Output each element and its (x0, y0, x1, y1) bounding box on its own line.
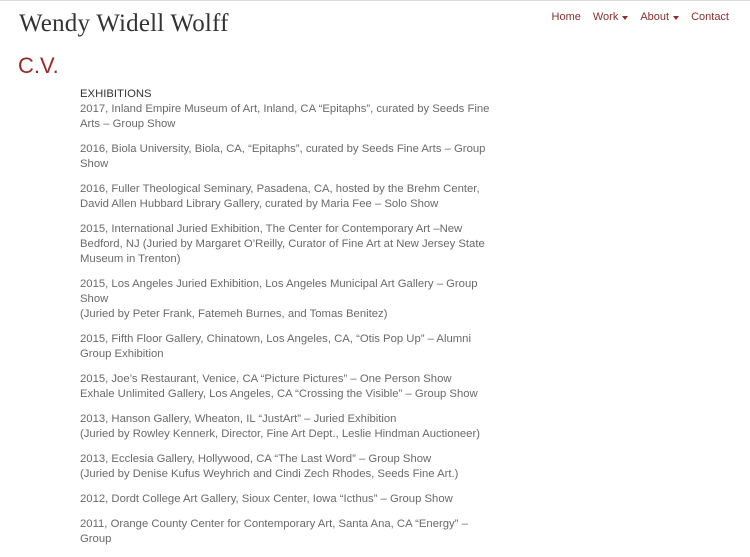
list-item (80, 222, 500, 267)
nav-home-label: Home (551, 11, 581, 23)
entry-line: David Allen Hubbard Library Gallery, curated by Maria Fee – Solo Show (80, 198, 439, 210)
entry-line: 2017, Inland Empire Museum of Art, Inland, CA “Epitaphs”, curated by Seeds Fine Arts – Group Show (80, 103, 490, 130)
entry-line: 2013, Ecclesia Gallery, Hollywood, CA “The Last Word” – Group Show (80, 453, 432, 465)
list-item (80, 452, 500, 482)
exhibition-list (80, 102, 500, 547)
list-item (80, 372, 500, 402)
entry-line: 2013, Hanson Gallery, Wheaton, IL “JustArt” – Juried Exhibition (80, 413, 397, 425)
entry-line: Exhale Unlimited Gallery, Los Angeles, CA “Crossing the Visible” – Group Show (80, 388, 478, 400)
nav-home[interactable] (546, 11, 587, 23)
page-title: C.V. (18, 53, 59, 78)
list-item (80, 277, 500, 322)
chevron-down-icon (622, 16, 628, 20)
list-item (80, 102, 500, 132)
entry-line: 2015, Fifth Floor Gallery, Chinatown, Los Angeles, CA, “Otis Pop Up” – Alumni Group Exhibition (80, 333, 471, 360)
nav-contact[interactable] (685, 11, 735, 23)
main-nav (546, 11, 735, 23)
nav-contact-label: Contact (691, 11, 729, 23)
list-item (80, 517, 500, 547)
nav-about-label: About (640, 11, 670, 23)
entry-line: 2015, International Juried Exhibition, The Center for Contemporary Art –New Bedford, NJ (Juried by Margaret O’Reilly, Curator of Fine Art at New Jersey State Museum in Trenton) (80, 223, 485, 265)
entry-line: 2016, Fuller Theological Seminary, Pasadena, CA, hosted by the Brehm Center, (80, 183, 480, 195)
nav-work-label: Work (592, 11, 619, 23)
entry-line: 2011, Orange County Center for Contemporary Art, Santa Ana, CA “Energy” – Group (80, 518, 468, 545)
entry-line: (Juried by Denise Kufus Weyhrich and Cindi Zech Rhodes, Seeds Fine Art.) (80, 468, 459, 480)
section-title-exhibitions: EXHIBITIONS (80, 88, 152, 100)
cv-content (80, 87, 500, 557)
nav-about[interactable] (634, 11, 685, 23)
entry-line: 2015, Los Angeles Juried Exhibition, Los Angeles Municipal Art Gallery – Group Show (80, 278, 478, 305)
entry-line: (Juried by Rowley Kennerk, Director, Fine Art Dept., Leslie Hindman Auctioneer) (80, 428, 480, 440)
entry-line: 2015, Joe’s Restaurant, Venice, CA “Picture Pictures” – One Person Show (80, 373, 452, 385)
list-item (80, 412, 500, 442)
list-item (80, 142, 500, 172)
nav-work[interactable] (587, 11, 634, 23)
list-item (80, 332, 500, 362)
entry-line: 2016, Biola University, Biola, CA, “Epitaphs”, curated by Seeds Fine Arts – Group Show (80, 143, 486, 170)
site-title[interactable]: Wendy Widell Wolff (19, 10, 229, 37)
list-item (80, 182, 500, 212)
chevron-down-icon (673, 16, 679, 20)
entry-line: (Juried by Peter Frank, Fatemeh Burnes, and Tomas Benitez) (80, 308, 388, 320)
entry-line: 2012, Dordt College Art Gallery, Sioux Center, Iowa “Icthus” – Group Show (80, 493, 453, 505)
